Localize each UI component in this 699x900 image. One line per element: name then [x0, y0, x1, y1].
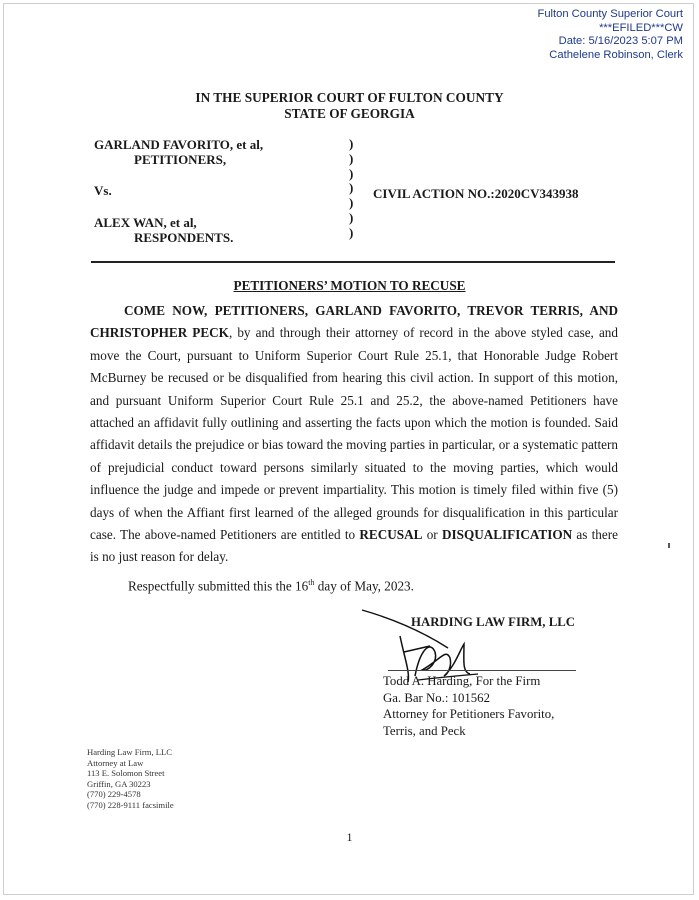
recusal-term: RECUSAL: [359, 527, 423, 543]
letterhead-fax: (770) 228-9111 facsimile: [87, 799, 174, 810]
lead-bold-2: CHRISTOPHER PECK: [90, 325, 229, 341]
stamp-date: Date: 5/16/2023 5:07 PM: [558, 35, 683, 48]
motion-body: [90, 300, 618, 569]
page-number: 1: [346, 830, 353, 844]
disqualification-term: DISQUALIFICATION: [441, 527, 573, 543]
letterhead-city: Griffin, GA 30223: [87, 778, 151, 789]
stamp-status: ***EFILED***CW: [599, 21, 683, 34]
submission-sup: th: [308, 578, 315, 587]
stamp-clerk: Cathelene Robinson, Clerk: [549, 48, 683, 61]
body-text-1: , by and through their attorney of record in the above styled case, and move the Court, pursuant to Uniform Superior Court Rule 25.1, that Honorable Judge Robert McBurney be recused or be disqualified from hearing this civil action. In support of this motion, and pursuant Uniform Superior Court Rule 25.1 and 25.2, the above-named Petitioners have attached an affidavit fully outlining and asserting the facts upon which the motion is founded. Said affidavit details the prejudice or bias toward the moving parties in particular, or a systematic pattern of prejudicial conduct toward persons similarly situated to the moving parties, which would influence the judge and impede or prevent impartiality. This motion is timely filed within five (5) days of when the Affiant first learned of the alleged grounds for disqualification in this particular case. The above-named Petitioners are entitled to: [90, 325, 618, 543]
firm-letterhead: [87, 747, 174, 811]
court-header: [0, 90, 699, 121]
submission-line: [128, 578, 414, 594]
submission-rest: day of May, 2023.: [314, 578, 414, 594]
respondent-role: RESPONDENTS.: [134, 230, 234, 245]
petitioner-role: PETITIONERS,: [134, 152, 227, 167]
caption-parens: ) ) ) ) ) ) ): [349, 136, 354, 240]
letterhead-phone: (770) 229-4578: [87, 789, 141, 800]
court-state: STATE OF GEORGIA: [284, 105, 415, 121]
court-name: IN THE SUPERIOR COURT OF FULTON COUNTY: [195, 90, 504, 105]
bar-number: Ga. Bar No.: 101562: [383, 690, 490, 705]
or-text: or: [422, 527, 438, 543]
attorney-block: [383, 673, 554, 739]
case-number: CIVIL ACTION NO.:2020CV343938: [373, 186, 579, 201]
caption-divider: [91, 261, 615, 263]
versus: Vs.: [94, 183, 112, 198]
signature-line: [388, 670, 576, 671]
lead-bold-1: COME NOW, PETITIONERS, GARLAND FAVORITO, TREVOR TERRIS, AND: [124, 303, 618, 318]
letterhead-street: 113 E. Solomon Street: [87, 768, 165, 779]
submission-prefix: Respectfully submitted this the 16: [128, 578, 309, 594]
attorney-role-2: Terris, and Peck: [383, 723, 466, 738]
body-end: as there is no just reason for delay.: [90, 527, 618, 565]
motion-title: PETITIONERS’ MOTION TO RECUSE: [233, 278, 466, 293]
signature-firm: HARDING LAW FIRM, LLC: [411, 615, 576, 629]
efile-stamp: [537, 8, 683, 62]
scan-speck: [668, 543, 670, 548]
letterhead-title: Attorney at Law: [87, 757, 144, 768]
respondent-name: ALEX WAN, et al,: [94, 215, 197, 230]
attorney-role-1: Attorney for Petitioners Favorito,: [383, 707, 555, 721]
letterhead-firm: Harding Law Firm, LLC: [87, 747, 172, 757]
petitioner-name: GARLAND FAVORITO, et al,: [94, 137, 264, 152]
stamp-court: Fulton County Superior Court: [537, 8, 683, 20]
attorney-name: Todd A. Harding, For the Firm: [383, 674, 541, 688]
